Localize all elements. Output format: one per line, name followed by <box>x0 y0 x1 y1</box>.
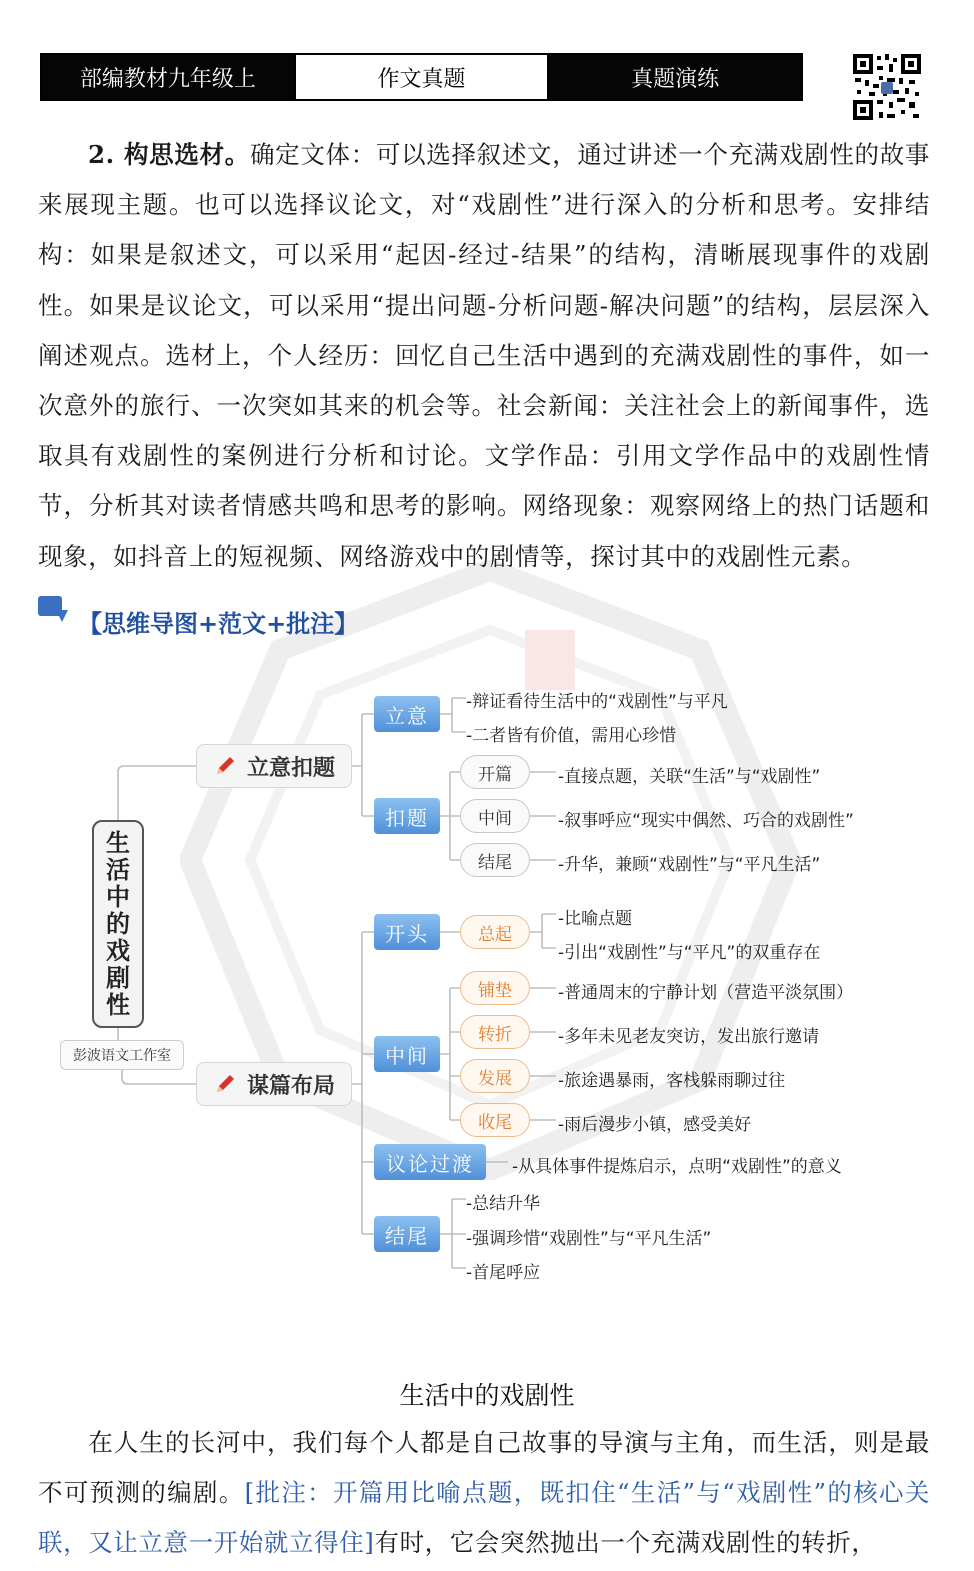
node-kouti: 扣题 <box>374 798 440 834</box>
node-jiewei: 结尾 <box>374 1216 440 1252</box>
node-liyi: 立意 <box>374 696 440 732</box>
leaf-text: -二者皆有价值，需用心珍惜 <box>466 726 677 746</box>
root-char: 剧 <box>106 963 130 992</box>
leaf-text: -直接点题，关联“生活”与“戏剧性” <box>558 767 821 787</box>
root-char: 中 <box>106 882 130 911</box>
header-bar <box>40 53 803 101</box>
section-title: 【思维导图+范文+批注】 <box>78 610 359 638</box>
node-zhongjian: 中间 <box>374 1036 440 1072</box>
essay-text: 在人生的长河中，我们每个人都是自己故事的导演与主角，而生活，则是最不可预测的编剧。 <box>38 1428 930 1508</box>
header-cell-practice: 真题演练 <box>549 55 801 99</box>
pill-kaipian: 开篇 <box>460 755 530 789</box>
pill-zhongjian: 中间 <box>460 799 530 833</box>
bookmark-icon <box>38 596 68 622</box>
leaf-text: -首尾呼应 <box>466 1263 541 1283</box>
leaf-text: -升华，兼顾“戏剧性”与“平凡生活” <box>558 855 821 875</box>
paragraph-body: 确定文体：可以选择叙述文，通过讲述一个充满戏剧性的故事来展现主题。也可以选择议论文，对“戏剧性”进行深入的分析和思考。安排结构：如果是叙述文，可以采用“起因-经过-结果”的结构，清晰展现事件的戏剧性。如果是议论文，可以采用“提出问题-分析问题-解决问题”的结构，层层深入阐述观点。选材上，个人经历：回忆自己生活中遇到的充满戏剧性的事件，如一次意外的旅行、一次突如其来的机会等。社会新闻：关注社会上的新闻事件，选取具有戏剧性的案例进行分析和讨论。文学作品：引用文学作品中的戏剧性情节，分析其对读者情感共鸣和思考的影响。网络现象：观察网络上的热门话题和现象，如抖音上的短视频、网络游戏中的剧情等，探讨其中的戏剧性元素。 <box>38 140 930 571</box>
branch-label: 立意扣题 <box>246 755 335 781</box>
root-char: 的 <box>106 909 130 938</box>
node-yilun-guodu: 议论过渡 <box>374 1144 486 1180</box>
pill-pudian: 铺垫 <box>460 971 530 1005</box>
leaf-text: -多年未见老友突访，发出旅行邀请 <box>558 1027 820 1047</box>
mindmap-root <box>92 820 144 1028</box>
essay-title: 生活中的戏剧性 <box>399 1381 575 1410</box>
leaf-text: -总结升华 <box>466 1194 541 1214</box>
pill-fazhan: 发展 <box>460 1059 530 1093</box>
leaf-text: -叙事呼应“现实中偶然、巧合的戏剧性” <box>558 811 854 831</box>
root-char: 活 <box>106 855 130 884</box>
pill-jiewei: 结尾 <box>460 843 530 877</box>
pill-zhuanzhe: 转折 <box>460 1015 530 1049</box>
node-kaitou: 开头 <box>374 914 440 950</box>
header-cell-grade: 部编教材九年级上 <box>42 55 294 99</box>
branch-label: 谋篇布局 <box>246 1073 335 1099</box>
studio-label: 彭波语文工作室 <box>60 1040 184 1070</box>
composition-paragraph <box>38 130 930 582</box>
leaf-text: -旅途遇暴雨，客栈躲雨聊过往 <box>558 1071 786 1091</box>
leaf-text: -普通周末的宁静计划（营造平淡氛围） <box>558 983 854 1003</box>
pill-zongqi: 总起 <box>460 915 530 949</box>
header-cell-topic: 作文真题 <box>294 55 550 99</box>
root-char: 戏 <box>106 936 130 965</box>
paragraph-lead: 2. 构思选材。 <box>88 140 250 169</box>
qr-code-icon <box>851 52 923 122</box>
root-char: 性 <box>106 990 130 1019</box>
leaf-text: -雨后漫步小镇，感受美好 <box>558 1115 752 1135</box>
branch-moupian-buju <box>196 1062 352 1106</box>
essay-paragraph <box>38 1418 930 1569</box>
essay-annotation: [批注：开篇用比喻点题，既扣住“生活”与“戏剧性”的核心关联，又让立意一开始就立得住] <box>38 1478 930 1558</box>
leaf-text: -从具体事件提炼启示，点明“戏剧性”的意义 <box>512 1157 842 1177</box>
leaf-text: -辩证看待生活中的“戏剧性”与平凡 <box>466 692 728 712</box>
leaf-text: -比喻点题 <box>558 909 633 929</box>
root-char: 生 <box>106 828 130 857</box>
essay-text: 有时，它会突然抛出一个充满戏剧性的转折， <box>374 1528 877 1558</box>
leaf-text: -强调珍惜“戏剧性”与“平凡生活” <box>466 1229 712 1249</box>
branch-liyi-kouti <box>196 744 352 788</box>
pencil-icon <box>213 1072 237 1096</box>
pencil-icon <box>213 754 237 778</box>
leaf-text: -引出“戏剧性”与“平凡”的双重存在 <box>558 943 821 963</box>
pill-shouwei: 收尾 <box>460 1103 530 1137</box>
